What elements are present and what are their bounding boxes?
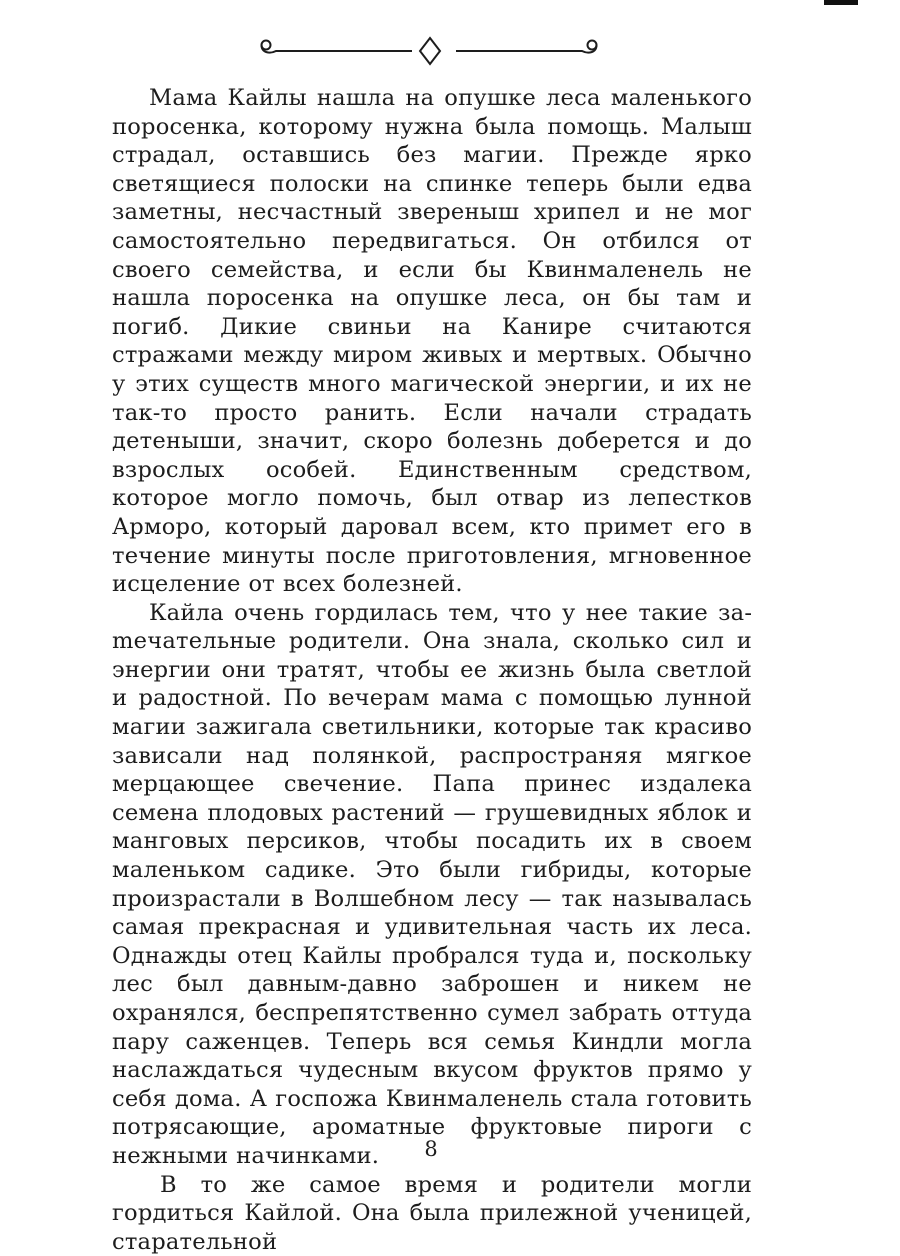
body-text <box>112 84 752 1256</box>
paragraph: В то же самое время и родители могли гордиться Кайлой. Она была прилежной ученицей, старательной <box>112 1171 752 1255</box>
page-corner-mark <box>824 0 858 5</box>
ornament-divider-icon <box>254 30 604 72</box>
page-number: 8 <box>424 1137 438 1161</box>
paragraph: Кайла очень гордилась тем, что у нее такие заmечательные родители. Она знала, сколько сил и энергии они тратят, чтобы ее жизнь была светлой и радостной. По вечерам мама с помощью лунной магии зажигала светильники, которые так красиво зависали над полянкой, распространяя мягкое мерцающее свечение. Папа принес издалека семена плодовых растений — грушевидных яблок и манговых персиков, чтобы посадить их в своем маленьком садике. Это были гибриды, которые произрастали в Волшебном лесу — так называлась самая прекрасная и удивительная часть их леса. Однажды отец Кайлы пробрался туда и, поскольку лес был давным-давно заброшен и никем не охранялся, беспрепятственно сумел забрать оттуда пару саженцев. Теперь вся семья Киндли могла наслаждаться чудесным вкусом фруктов прямо у себя дома. А госпожа Квинмаленель стала готовить потрясающие, ароматные фруктовые пироги с нежными начинками. <box>112 599 752 1169</box>
paragraph: Мама Кайлы нашла на опушке леса маленького поросенка, которому нужна была помощь. Малыш страдал, оставшись без магии. Прежде ярко светящиеся полоски на спинке теперь были едва заметны, несчастный звереныш хрипел и не мог самостоятельно передвигаться. Он отбился от своего семейства, и если бы Квинмаленель не нашла поросенка на опушке леса, он бы там и погиб. Дикие свиньи на Канире считаются стражами между миром живых и мертвых. Обычно у этих существ много магической энергии, и их не так-то просто ранить. Если начали страдать детеныши, значит, скоро болезнь доберется и до взрослых особей. Единственным средством, которое могло помочь, был отвар из лепестков Арморо, который даровал всем, кто примет его в течение минуты после приготовления, мгновенное исцеление от всех болезней. <box>112 85 752 598</box>
